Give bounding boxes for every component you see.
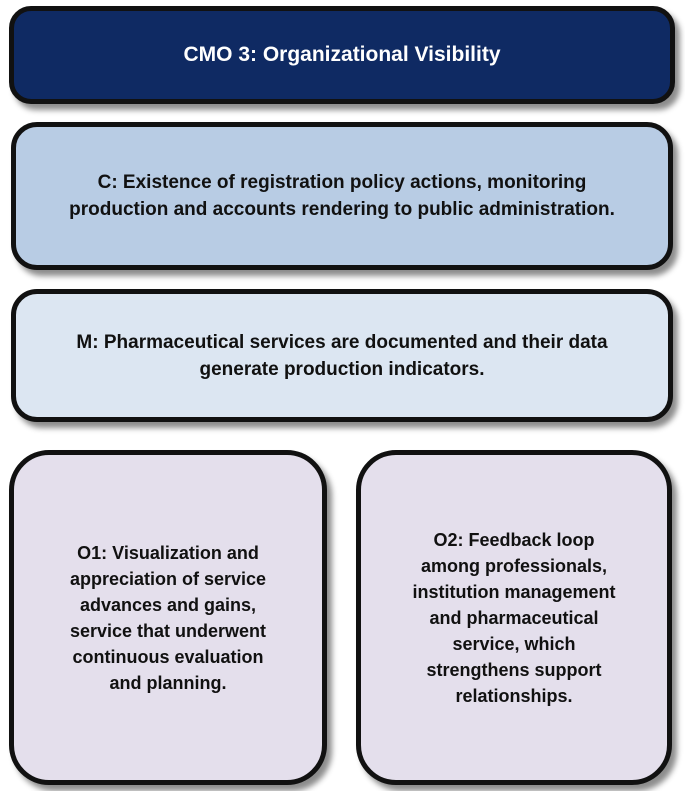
mechanism-box xyxy=(11,289,673,422)
context-text: C: Existence of registration policy actions, monitoring production and accounts rendering to public administration. xyxy=(69,172,615,220)
outcome-2-box xyxy=(356,450,672,785)
cmo-title-text: CMO 3: Organizational Visibility xyxy=(183,43,501,66)
context-box xyxy=(11,122,673,270)
outcome-1-text: O1: Visualization and appreciation of service advances and gains, service that underwent continuous evaluation and planning. xyxy=(69,542,267,693)
cmo-title-box xyxy=(9,6,675,104)
mechanism-text: M: Pharmaceutical services are documented and their data generate production indicators. xyxy=(76,331,608,380)
outcome-2-text: O2: Feedback loop among professionals, institution management and pharmaceutical service, which strengthens support relationships. xyxy=(412,529,616,706)
outcome-1-box xyxy=(9,450,327,785)
